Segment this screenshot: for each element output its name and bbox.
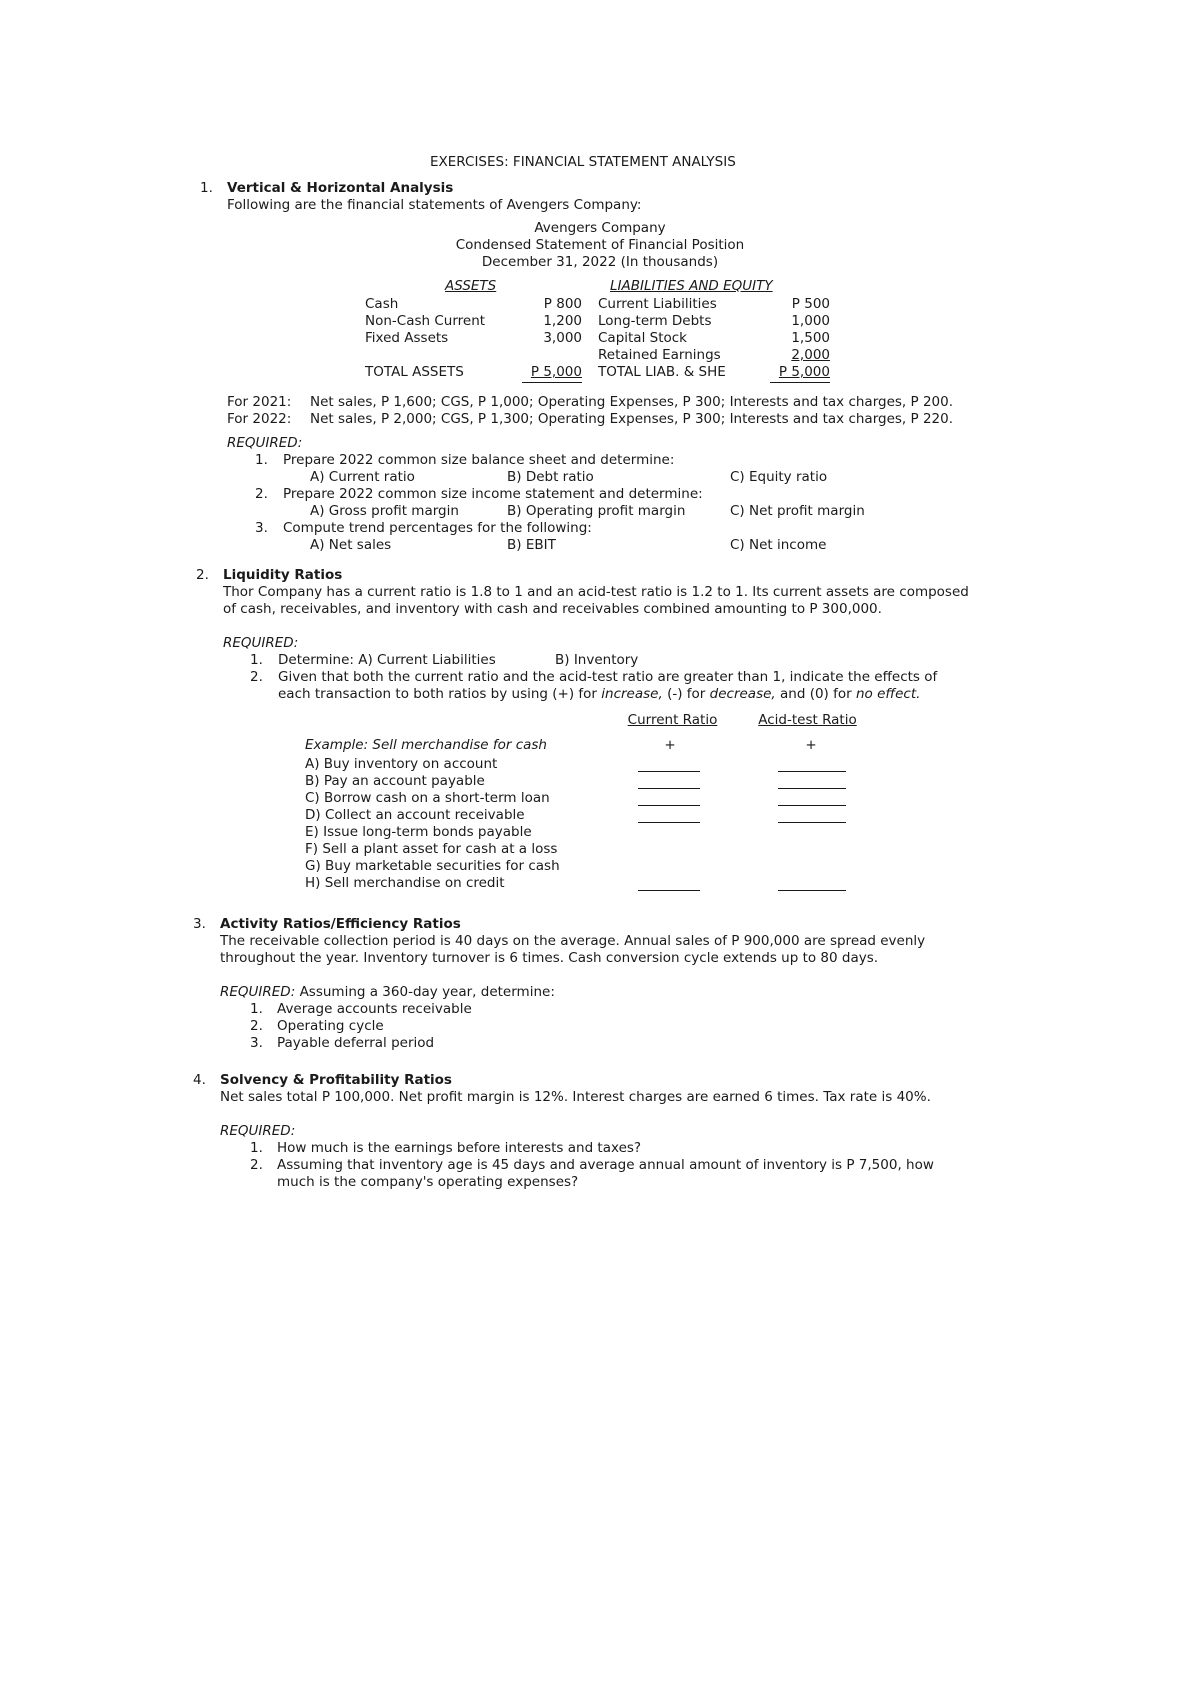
liability-label: Long-term Debts bbox=[598, 313, 712, 329]
year-2022-label: For 2022: bbox=[227, 411, 292, 427]
section-1-intro: Following are the financial statements of Avengers Company: bbox=[227, 197, 642, 213]
column-header-current-ratio: Current Ratio bbox=[627, 712, 718, 728]
transaction-row: E) Issue long-term bonds payable bbox=[305, 824, 532, 840]
req-item-fragment: each transaction to both ratios by using (+) for bbox=[278, 686, 597, 702]
section-3-required-line bbox=[220, 984, 555, 1001]
section-2-para: of cash, receivables, and inventory with cash and receivables combined amounting to P 300,000. bbox=[223, 601, 882, 617]
liability-label: Retained Earnings bbox=[598, 347, 721, 363]
req-option: A) Net sales bbox=[310, 537, 392, 553]
req-item-text: Payable deferral period bbox=[277, 1035, 435, 1051]
answer-blank-current[interactable] bbox=[638, 822, 700, 823]
section-3-para: throughout the year. Inventory turnover is 6 times. Cash conversion cycle extends up to 80 days. bbox=[220, 950, 879, 966]
req-item-text: Average accounts receivable bbox=[277, 1001, 472, 1017]
req-item-emphasis: increase, bbox=[601, 686, 663, 702]
asset-label: Fixed Assets bbox=[365, 330, 449, 346]
asset-value: 3,000 bbox=[543, 330, 582, 346]
asset-label: Cash bbox=[365, 296, 399, 312]
answer-blank-acid[interactable] bbox=[778, 788, 846, 789]
req-item-number: 2. bbox=[250, 1018, 263, 1034]
year-2021-text: Net sales, P 1,600; CGS, P 1,000; Operating Expenses, P 300; Interests and tax charges, P 200. bbox=[310, 394, 954, 410]
transaction-row: D) Collect an account receivable bbox=[305, 807, 525, 823]
req-item-number: 3. bbox=[255, 520, 268, 536]
section-4-heading: Solvency & Profitability Ratios bbox=[220, 1072, 452, 1088]
req-item-text: B) Inventory bbox=[555, 652, 639, 668]
total-assets-double-underline bbox=[522, 382, 582, 383]
statement-date: December 31, 2022 (In thousands) bbox=[481, 254, 719, 270]
section-1-number: 1. bbox=[200, 180, 213, 196]
liability-value: 1,500 bbox=[791, 330, 830, 346]
section-1-required: REQUIRED: bbox=[227, 435, 303, 451]
req-item-number: 2. bbox=[255, 486, 268, 502]
req-item-text: Compute trend percentages for the following: bbox=[283, 520, 592, 536]
liability-label: Current Liabilities bbox=[598, 296, 717, 312]
req-item-fragment: and (0) for bbox=[780, 686, 852, 702]
statement-name: Condensed Statement of Financial Position bbox=[455, 237, 745, 253]
total-assets-label: TOTAL ASSETS bbox=[365, 364, 464, 380]
year-2021-label: For 2021: bbox=[227, 394, 292, 410]
section-3-number: 3. bbox=[193, 916, 206, 932]
transaction-row: H) Sell merchandise on credit bbox=[305, 875, 505, 891]
example-row: Example: Sell merchandise for cash bbox=[305, 737, 547, 753]
req-item-text: How much is the earnings before interests and taxes? bbox=[277, 1140, 642, 1156]
example-value: + bbox=[805, 737, 817, 753]
transaction-row: B) Pay an account payable bbox=[305, 773, 485, 789]
transaction-row: F) Sell a plant asset for cash at a loss bbox=[305, 841, 558, 857]
section-1-heading: Vertical & Horizontal Analysis bbox=[227, 180, 454, 196]
req-item-emphasis: no effect. bbox=[855, 686, 921, 702]
req-item-text: Operating cycle bbox=[277, 1018, 384, 1034]
req-option: C) Net income bbox=[730, 537, 827, 553]
answer-blank-acid[interactable] bbox=[778, 822, 846, 823]
req-item-text: Assuming that inventory age is 45 days and average annual amount of inventory is P 7,500, how bbox=[277, 1157, 934, 1173]
req-item-number: 2. bbox=[250, 1157, 263, 1173]
transaction-row: C) Borrow cash on a short-term loan bbox=[305, 790, 550, 806]
section-2-required: REQUIRED: bbox=[223, 635, 299, 651]
liabilities-header: LIABILITIES AND EQUITY bbox=[610, 278, 773, 294]
req-item-text-line2 bbox=[278, 686, 920, 703]
answer-blank-acid[interactable] bbox=[778, 771, 846, 772]
section-4-para: Net sales total P 100,000. Net profit margin is 12%. Interest charges are earned 6 times. Tax rate is 40%. bbox=[220, 1089, 931, 1105]
req-item-text: Prepare 2022 common size balance sheet and determine: bbox=[283, 452, 675, 468]
req-item-fragment: (-) for bbox=[667, 686, 706, 702]
transaction-row: G) Buy marketable securities for cash bbox=[305, 858, 560, 874]
req-item-text-line2: much is the company's operating expenses? bbox=[277, 1174, 579, 1190]
total-liab-value: P 5,000 bbox=[778, 364, 830, 380]
req-item-emphasis: decrease, bbox=[709, 686, 776, 702]
req-option: A) Gross profit margin bbox=[310, 503, 459, 519]
req-item-number: 3. bbox=[250, 1035, 263, 1051]
liability-label: Capital Stock bbox=[598, 330, 687, 346]
asset-value: 1,200 bbox=[543, 313, 582, 329]
transaction-row: A) Buy inventory on account bbox=[305, 756, 498, 772]
answer-blank-current[interactable] bbox=[638, 788, 700, 789]
answer-blank-acid[interactable] bbox=[778, 890, 846, 891]
req-option: C) Equity ratio bbox=[730, 469, 828, 485]
example-value: + bbox=[664, 737, 676, 753]
total-assets-value: P 5,000 bbox=[530, 364, 582, 380]
req-item-text: Determine: A) Current Liabilities bbox=[278, 652, 496, 668]
answer-blank-current[interactable] bbox=[638, 805, 700, 806]
assets-header: ASSETS bbox=[445, 278, 497, 294]
req-item-number: 1. bbox=[250, 652, 263, 668]
total-liab-double-underline bbox=[770, 382, 830, 383]
liability-value: P 500 bbox=[791, 296, 830, 312]
req-option: C) Net profit margin bbox=[730, 503, 865, 519]
asset-value: P 800 bbox=[543, 296, 582, 312]
req-option: A) Current ratio bbox=[310, 469, 415, 485]
req-item-number: 1. bbox=[250, 1140, 263, 1156]
req-item-text: Given that both the current ratio and the acid-test ratio are greater than 1, indicate the effects of bbox=[278, 669, 938, 685]
answer-blank-current[interactable] bbox=[638, 890, 700, 891]
section-4-required: REQUIRED: bbox=[220, 1123, 296, 1139]
total-liab-label: TOTAL LIAB. & SHE bbox=[598, 364, 726, 380]
req-item-number: 1. bbox=[250, 1001, 263, 1017]
section-3-para: The receivable collection period is 40 days on the average. Annual sales of P 900,000 are spread evenly bbox=[220, 933, 926, 949]
section-2-heading: Liquidity Ratios bbox=[223, 567, 343, 583]
section-3-required: REQUIRED: bbox=[220, 984, 296, 1000]
asset-label: Non-Cash Current bbox=[365, 313, 486, 329]
section-2-number: 2. bbox=[196, 567, 209, 583]
section-2-para: Thor Company has a current ratio is 1.8 to 1 and an acid-test ratio is 1.2 to 1. Its current assets are composed bbox=[223, 584, 969, 600]
liability-value: 2,000 bbox=[791, 347, 830, 363]
answer-blank-acid[interactable] bbox=[778, 805, 846, 806]
statement-company: Avengers Company bbox=[534, 220, 666, 236]
req-item-number: 2. bbox=[250, 669, 263, 685]
req-option: B) Operating profit margin bbox=[507, 503, 686, 519]
column-header-acid-test-ratio: Acid-test Ratio bbox=[758, 712, 857, 728]
section-3-required-text: Assuming a 360-day year, determine: bbox=[299, 984, 555, 1000]
page-title: EXERCISES: FINANCIAL STATEMENT ANALYSIS bbox=[430, 154, 736, 170]
liability-value: 1,000 bbox=[791, 313, 830, 329]
year-2022-text: Net sales, P 2,000; CGS, P 1,300; Operating Expenses, P 300; Interests and tax charges, P 220. bbox=[310, 411, 954, 427]
req-item-text: Prepare 2022 common size income statement and determine: bbox=[283, 486, 703, 502]
section-3-heading: Activity Ratios/Efficiency Ratios bbox=[220, 916, 461, 932]
answer-blank-current[interactable] bbox=[638, 771, 700, 772]
req-option: B) Debt ratio bbox=[507, 469, 594, 485]
section-4-number: 4. bbox=[193, 1072, 206, 1088]
req-item-number: 1. bbox=[255, 452, 268, 468]
req-option: B) EBIT bbox=[507, 537, 556, 553]
